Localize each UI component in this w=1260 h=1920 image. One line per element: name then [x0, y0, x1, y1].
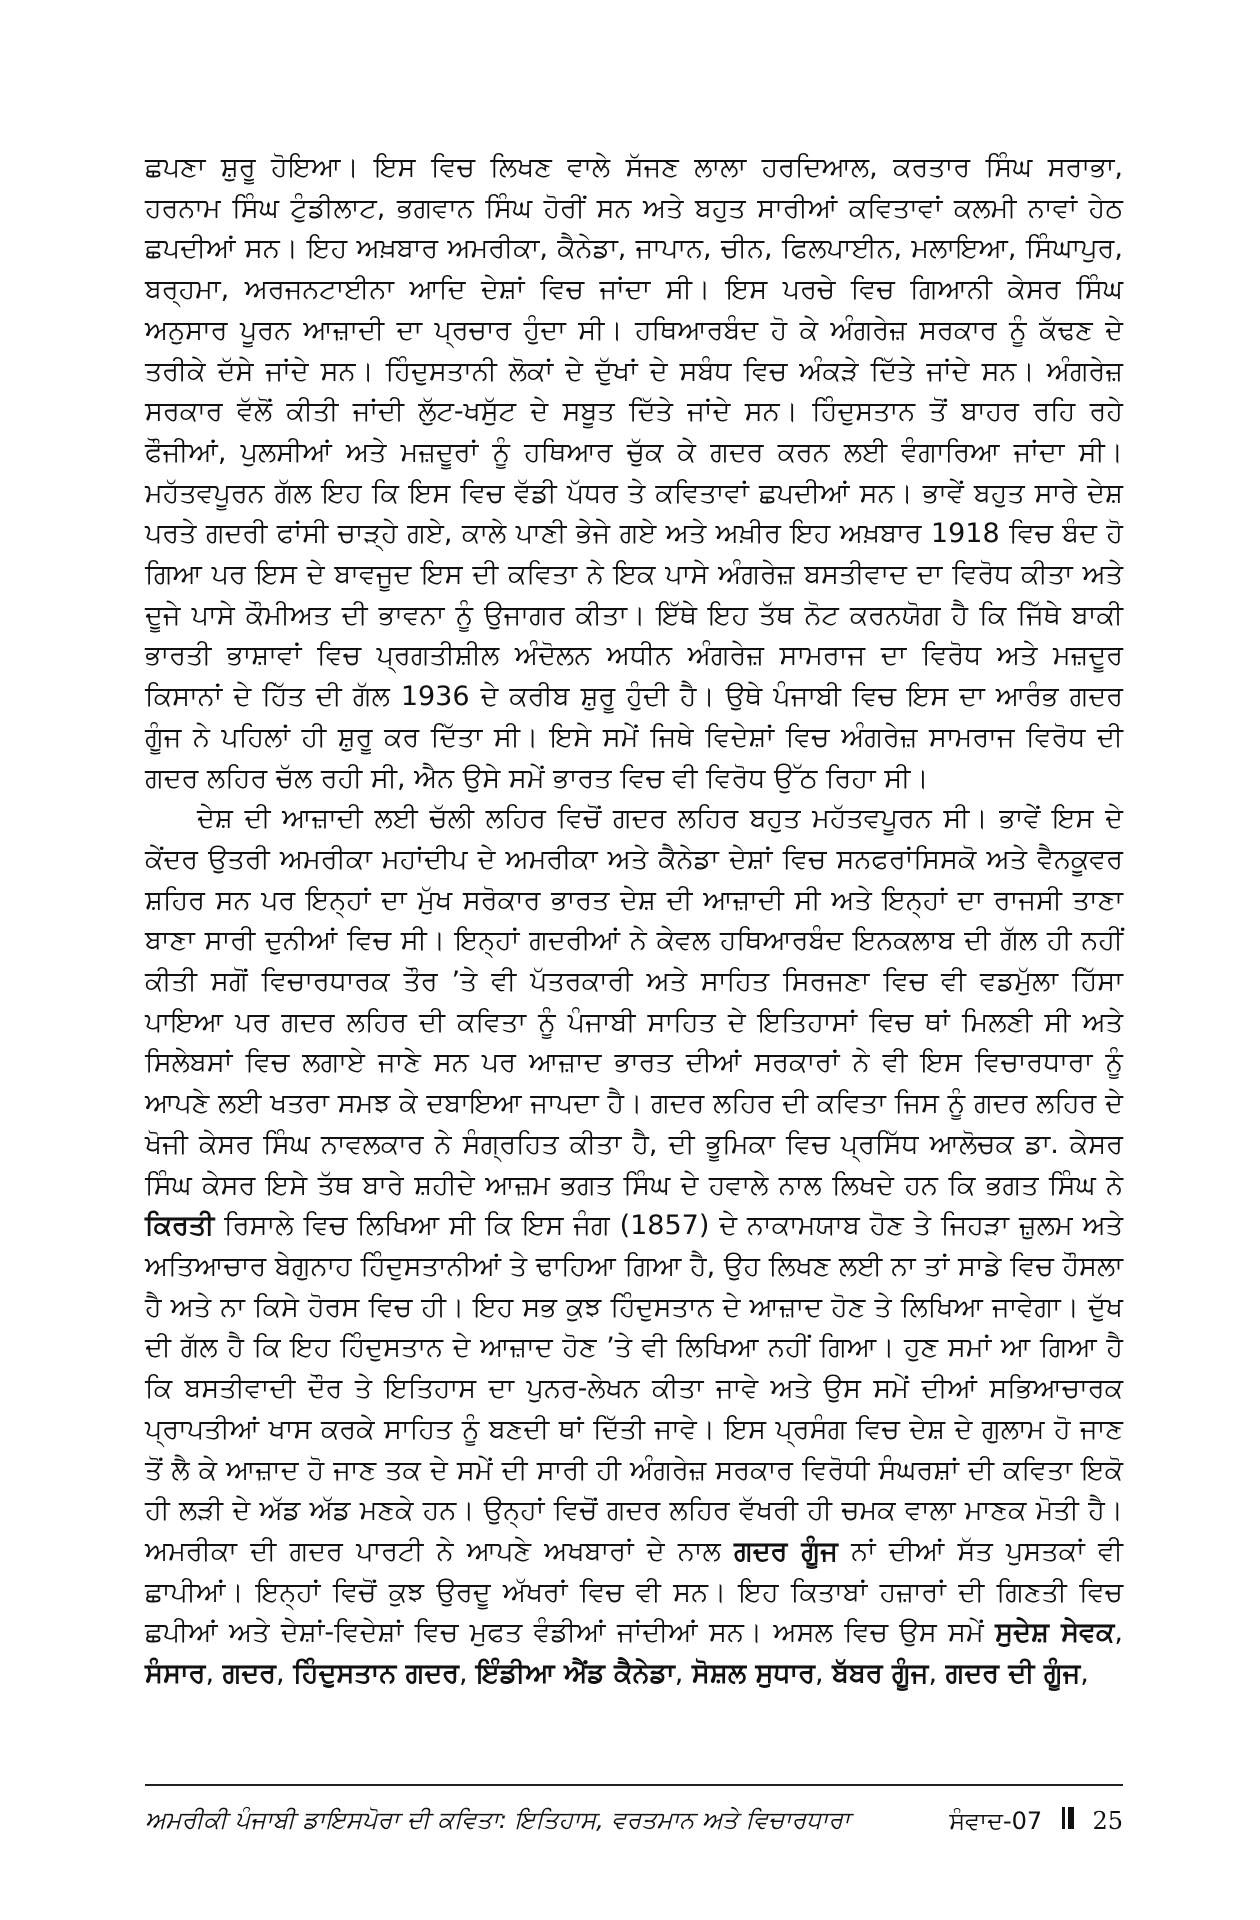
paragraph-text: ਦੇਸ਼ ਦੀ ਆਜ਼ਾਦੀ ਲਈ ਚੱਲੀ ਲਹਿਰ ਵਿਚੋਂ ਗਦਰ ਲਹਿਰ ਬਹੁਤ ਮਹੱਤਵਪੂਰਨ ਸੀ। ਭਾਵੇਂ ਇਸ ਦੇ ਕੇਂਦਰ ਉਤਰੀ ਅਮਰੀਕਾ ਮਹਾਂਦੀਪ ਦੇ ਅਮਰੀਕਾ ਅਤੇ ਕੈਨੇਡਾ ਦੇਸ਼ਾਂ ਵਿਚ ਸਨਫਰਾਂਸਿਸਕੋ ਅਤੇ ਵੈਨਕੂਵਰ ਸ਼ਹਿਰ ਸਨ ਪਰ ਇਨ੍ਹਾਂ ਦਾ ਮੁੱਖ ਸਰੋਕਾਰ ਭਾਰਤ ਦੇਸ਼ ਦੀ ਆਜ਼ਾਦੀ ਸੀ ਅਤੇ ਇਨ੍ਹਾਂ ਦਾ ਰਾਜਸੀ ਤਾਣਾ ਬਾਣਾ ਸਾਰੀ ਦੁਨੀਆਂ ਵਿਚ ਸੀ। ਇਨ੍ਹਾਂ ਗਦਰੀਆਂ ਨੇ ਕੇਵਲ ਹਥਿਆਰਬੰਦ ਇਨਕਲਾਬ ਦੀ ਗੱਲ ਹੀ ਨਹੀਂ ਕੀਤੀ ਸਗੋਂ ਵਿਚਾਰਧਾਰਕ ਤੌਰ ’ਤੇ ਵੀ ਪੱਤਰਕਾਰੀ ਅਤੇ ਸਾਹਿਤ ਸਿਰਜਣਾ ਵਿਚ ਵੀ ਵਡਮੁੱਲਾ ਹਿੱਸਾ ਪਾਇਆ ਪਰ ਗਦਰ ਲਹਿਰ ਦੀ ਕਵਿਤਾ ਨੂੰ ਪੰਜਾਬੀ ਸਾਹਿਤ ਦੇ ਇਤਿਹਾਸਾਂ ਵਿਚ ਥਾਂ ਮਿਲਣੀ ਸੀ ਅਤੇ ਸਿਲੇਬਸਾਂ ਵਿਚ ਲਗਾਏ ਜਾਣੇ ਸਨ ਪਰ ਆਜ਼ਾਦ ਭਾਰਤ ਦੀਆਂ ਸਰਕਾਰਾਂ ਨੇ ਵੀ ਇਸ ਵਿਚਾਰਧਾਰਾ ਨੂੰ ਆਪਣੇ ਲਈ ਖਤਰਾ ਸਮਝ ਕੇ ਦਬਾਇਆ ਜਾਪਦਾ ਹੈ। ਗਦਰ ਲਹਿਰ ਦੀ ਕਵਿਤਾ ਜਿਸ ਨੂੰ ਗਦਰ ਲਹਿਰ ਦੇ ਖੋਜੀ ਕੇਸਰ ਸਿੰਘ ਨਾਵਲਕਾਰ ਨੇ ਸੰਗ੍ਰਹਿਤ ਕੀਤਾ ਹੈ, ਦੀ ਭੂਮਿਕਾ ਵਿਚ ਪ੍ਰਸਿੱਧ ਆਲੋਚਕ ਡਾ. ਕੇਸਰ ਸਿੰਘ ਕੇਸਰ ਇਸੇ ਤੱਥ ਬਾਰੇ ਸ਼ਹੀਦੇ ਆਜ਼ਮ ਭਗਤ ਸਿੰਘ ਦੇ ਹਵਾਲੇ ਨਾਲ ਲਿਖਦੇ ਹਨ ਕਿ ਭਗਤ ਸਿੰਘ ਨੇ	[145, 803, 1123, 1201]
paragraph	[145, 148, 1123, 799]
separator-bars-icon	[1062, 1801, 1077, 1841]
paragraph-text: ਛਪਣਾ ਸ਼ੁਰੂ ਹੋਇਆ। ਇਸ ਵਿਚ ਲਿਖਣ ਵਾਲੇ ਸੱਜਣ ਲਾਲਾ ਹਰਦਿਆਲ, ਕਰਤਾਰ ਸਿੰਘ ਸਰਾਭਾ, ਹਰਨਾਮ ਸਿੰਘ ਟੁੰਡੀਲਾਟ, ਭਗਵਾਨ ਸਿੰਘ ਹੋਰੀਂ ਸਨ ਅਤੇ ਬਹੁਤ ਸਾਰੀਆਂ ਕਵਿਤਾਵਾਂ ਕਲਮੀ ਨਾਵਾਂ ਹੇਠ ਛਪਦੀਆਂ ਸਨ। ਇਹ ਅਖ਼ਬਾਰ ਅਮਰੀਕਾ, ਕੈਨੇਡਾ, ਜਾਪਾਨ, ਚੀਨ, ਫਿਲਪਾਈਨ, ਮਲਾਇਆ, ਸਿੰਘਾਪੁਰ, ਬਰ੍ਹਮਾ, ਅਰਜਨਟਾਈਨਾ ਆਦਿ ਦੇਸ਼ਾਂ ਵਿਚ ਜਾਂਦਾ ਸੀ। ਇਸ ਪਰਚੇ ਵਿਚ ਗਿਆਨੀ ਕੇਸਰ ਸਿੰਘ ਅਨੁਸਾਰ ਪੂਰਨ ਆਜ਼ਾਦੀ ਦਾ ਪ੍ਰਚਾਰ ਹੁੰਦਾ ਸੀ। ਹਥਿਆਰਬੰਦ ਹੋ ਕੇ ਅੰਗਰੇਜ਼ ਸਰਕਾਰ ਨੂੰ ਕੱਢਣ ਦੇ ਤਰੀਕੇ ਦੱਸੇ ਜਾਂਦੇ ਸਨ। ਹਿੰਦੁਸਤਾਨੀ ਲੋਕਾਂ ਦੇ ਦੁੱਖਾਂ ਦੇ ਸਬੰਧ ਵਿਚ ਅੰਕੜੇ ਦਿੱਤੇ ਜਾਂਦੇ ਸਨ। ਅੰਗਰੇਜ਼ ਸਰਕਾਰ ਵੱਲੋਂ ਕੀਤੀ ਜਾਂਦੀ ਲੁੱਟ-ਖਸੁੱਟ ਦੇ ਸਬੂਤ ਦਿੱਤੇ ਜਾਂਦੇ ਸਨ। ਹਿੰਦੁਸਤਾਨ ਤੋਂ ਬਾਹਰ ਰਹਿ ਰਹੇ ਫੌਜੀਆਂ, ਪੁਲਸੀਆਂ ਅਤੇ ਮਜ਼ਦੂਰਾਂ ਨੂੰ ਹਥਿਆਰ ਚੁੱਕ ਕੇ ਗਦਰ ਕਰਨ ਲਈ ਵੰਗਾਰਿਆ ਜਾਂਦਾ ਸੀ। ਮਹੱਤਵਪੂਰਨ ਗੱਲ ਇਹ ਕਿ ਇਸ ਵਿਚ ਵੱਡੀ ਪੱਧਰ ਤੇ ਕਵਿਤਾਵਾਂ ਛਪਦੀਆਂ ਸਨ। ਭਾਵੇਂ ਬਹੁਤ ਸਾਰੇ ਦੇਸ਼ ਪਰਤੇ ਗਦਰੀ ਫਾਂਸੀ ਚਾੜ੍ਹੇ ਗਏ, ਕਾਲੇ ਪਾਣੀ ਭੇਜੇ ਗਏ ਅਤੇ ਅਖ਼ੀਰ ਇਹ ਅਖ਼ਬਾਰ 1918 ਵਿਚ ਬੰਦ ਹੋ ਗਿਆ ਪਰ ਇਸ ਦੇ ਬਾਵਜੂਦ ਇਸ ਦੀ ਕਵਿਤਾ ਨੇ ਇਕ ਪਾਸੇ ਅੰਗਰੇਜ਼ ਬਸਤੀਵਾਦ ਦਾ ਵਿਰੋਧ ਕੀਤਾ ਅਤੇ ਦੂਜੇ ਪਾਸੇ ਕੌਮੀਅਤ ਦੀ ਭਾਵਨਾ ਨੂੰ ਉਜਾਗਰ ਕੀਤਾ। ਇੱਥੇ ਇਹ ਤੱਥ ਨੋਟ ਕਰਨਯੋਗ ਹੈ ਕਿ ਜਿੱਥੇ ਬਾਕੀ ਭਾਰਤੀ ਭਾਸ਼ਾਵਾਂ ਵਿਚ ਪ੍ਰਗਤੀਸ਼ੀਲ ਅੰਦੋਲਨ ਅਧੀਨ ਅੰਗਰੇਜ਼ ਸਾਮਰਾਜ ਦਾ ਵਿਰੋਧ ਅਤੇ ਮਜ਼ਦੂਰ ਕਿਸਾਨਾਂ ਦੇ ਹਿੱਤ ਦੀ ਗੱਲ 1936 ਦੇ ਕਰੀਬ ਸ਼ੁਰੂ ਹੁੰਦੀ ਹੈ। ਉਥੇ ਪੰਜਾਬੀ ਵਿਚ ਇਸ ਦਾ ਆਰੰਭ ਗਦਰ ਗੂੰਜ ਨੇ ਪਹਿਲਾਂ ਹੀ ਸ਼ੁਰੂ ਕਰ ਦਿੱਤਾ ਸੀ। ਇਸੇ ਸਮੇਂ ਜਿਥੇ ਵਿਦੇਸ਼ਾਂ ਵਿਚ ਅੰਗਰੇਜ਼ ਸਾਮਰਾਜ ਵਿਰੋਧ ਦੀ ਗਦਰ ਲਹਿਰ ਚੱਲ ਰਹੀ ਸੀ, ਐਨ ਉਸੇ ਸਮੇਂ ਭਾਰਤ ਵਿਚ ਵੀ ਵਿਰੋਧ ਉੱਠ ਰਿਹਾ ਸੀ।	[145, 152, 1123, 794]
footer-right	[949, 1800, 1123, 1841]
bold-title-text: ਬੱਬਰ ਗੂੰਜ	[832, 1658, 929, 1690]
paragraph-text: ,	[205, 1658, 223, 1690]
bold-title-text: ਇੰਡੀਆ ਐਂਡ ਕੈਨੇਡਾ	[476, 1658, 675, 1690]
page-number: 25	[1092, 1807, 1123, 1835]
footer-issue: ਸੰਵਾਦ-07	[949, 1807, 1043, 1835]
bold-title-text: ਸੁਦੇਸ਼ ਸੇਵਕ	[995, 1617, 1115, 1649]
paragraph-text: ,	[815, 1658, 833, 1690]
bold-title-text: ਹਿੰਦੁਸਤਾਨ ਗਦਰ	[293, 1658, 459, 1690]
bold-title-text: ਗਦਰ ਦੀ ਗੂੰਜ	[945, 1658, 1081, 1690]
paragraph	[145, 799, 1123, 1694]
paragraph-text: ,	[928, 1658, 946, 1690]
paragraph-text: ,	[276, 1658, 294, 1690]
bold-title-text: ਗਦਰ ਗੂੰਜ	[733, 1535, 838, 1567]
paragraph-text: ਨਾਂ ਦੀਆਂ ਸੱਤ ਪੁਸਤਕਾਂ ਵੀ ਛਾਪੀਆਂ। ਇਨ੍ਹਾਂ ਵਿਚੋਂ ਕੁਝ ਉਰਦੂ ਅੱਖਰਾਂ ਵਿਚ ਵੀ ਸਨ। ਇਹ ਕਿਤਾਬਾਂ ਹਜ਼ਾਰਾਂ ਦੀ ਗਿਣਤੀ ਵਿਚ ਛਪੀਆਂ ਅਤੇ ਦੇਸ਼ਾਂ-ਵਿਦੇਸ਼ਾਂ ਵਿਚ ਮੁਫਤ ਵੰਡੀਆਂ ਜਾਂਦੀਆਂ ਸਨ। ਅਸਲ ਵਿਚ ਉਸ ਸਮੇਂ	[145, 1535, 1123, 1649]
bold-title-text: ਸੋਸ਼ਲ ਸੁਧਾਰ	[691, 1658, 815, 1690]
bold-title-text: ਸੰਸਾਰ	[145, 1658, 206, 1690]
paragraph-text: ,	[674, 1658, 692, 1690]
paragraph-text: ਰਿਸਾਲੇ ਵਿਚ ਲਿਖਿਆ ਸੀ ਕਿ ਇਸ ਜੰਗ (1857) ਦੇ ਨਾਕਾਮਯਾਬ ਹੋਣ ਤੇ ਜਿਹੜਾ ਜ਼ੁਲਮ ਅਤੇ ਅਤਿਆਚਾਰ ਬੇਗੁਨਾਹ ਹਿੰਦੁਸਤਾਨੀਆਂ ਤੇ ਢਾਹਿਆ ਗਿਆ ਹੈ, ਉਹ ਲਿਖਣ ਲਈ ਨਾ ਤਾਂ ਸਾਡੇ ਵਿਚ ਹੌਸਲਾ ਹੈ ਅਤੇ ਨਾ ਕਿਸੇ ਹੋਰਸ ਵਿਚ ਹੀ। ਇਹ ਸਭ ਕੁਝ ਹਿੰਦੁਸਤਾਨ ਦੇ ਆਜ਼ਾਦ ਹੋਣ ਤੇ ਲਿਖਿਆ ਜਾਵੇਗਾ। ਦੁੱਖ ਦੀ ਗੱਲ ਹੈ ਕਿ ਇਹ ਹਿੰਦੁਸਤਾਨ ਦੇ ਆਜ਼ਾਦ ਹੋਣ ’ਤੇ ਵੀ ਲਿਖਿਆ ਨਹੀਂ ਗਿਆ। ਹੁਣ ਸਮਾਂ ਆ ਗਿਆ ਹੈ ਕਿ ਬਸਤੀਵਾਦੀ ਦੌਰ ਤੇ ਇਤਿਹਾਸ ਦਾ ਪੁਨਰ-ਲੇਖਨ ਕੀਤਾ ਜਾਵੇ ਅਤੇ ਉਸ ਸਮੇਂ ਦੀਆਂ ਸਭਿਆਚਾਰਕ ਪ੍ਰਾਪਤੀਆਂ ਖਾਸ ਕਰਕੇ ਸਾਹਿਤ ਨੂੰ ਬਣਦੀ ਥਾਂ ਦਿੱਤੀ ਜਾਵੇ। ਇਸ ਪ੍ਰਸੰਗ ਵਿਚ ਦੇਸ਼ ਦੇ ਗੁਲਾਮ ਹੋ ਜਾਣ ਤੋਂ ਲੈ ਕੇ ਆਜ਼ਾਦ ਹੋ ਜਾਣ ਤਕ ਦੇ ਸਮੇਂ ਦੀ ਸਾਰੀ ਹੀ ਅੰਗਰੇਜ਼ ਸਰਕਾਰ ਵਿਰੋਧੀ ਸੰਘਰਸ਼ਾਂ ਦੀ ਕਵਿਤਾ ਇਕੋ ਹੀ ਲੜੀ ਦੇ ਅੱਡ ਅੱਡ ਮਣਕੇ ਹਨ। ਉਨ੍ਹਾਂ ਵਿਚੋਂ ਗਦਰ ਲਹਿਰ ਵੱਖਰੀ ਹੀ ਚਮਕ ਵਾਲਾ ਮਾਣਕ ਮੋਤੀ ਹੈ। ਅਮਰੀਕਾ ਦੀ ਗਦਰ ਪਾਰਟੀ ਨੇ ਆਪਣੇ ਅਖਬਾਰਾਂ ਦੇ ਨਾਲ	[145, 1210, 1123, 1567]
bold-title-text: ਗਦਰ	[222, 1658, 277, 1690]
paragraph-text: ,	[459, 1658, 477, 1690]
footer-rule	[145, 1784, 1123, 1786]
footer-book-title: ਅਮਰੀਕੀ ਪੰਜਾਬੀ ਡਾਇਸਪੋਰਾ ਦੀ ਕਵਿਤਾ: ਇਤਿਹਾਸ, ਵਰਤਮਾਨ ਅਤੇ ਵਿਚਾਰਧਾਰਾ	[145, 1806, 850, 1834]
page-footer	[145, 1800, 1123, 1840]
bold-title-text: ਕਿਰਤੀ	[145, 1210, 215, 1242]
paragraph-text: ,	[1114, 1617, 1123, 1649]
body-text	[145, 148, 1123, 1695]
paragraph-text: ,	[1080, 1658, 1089, 1690]
